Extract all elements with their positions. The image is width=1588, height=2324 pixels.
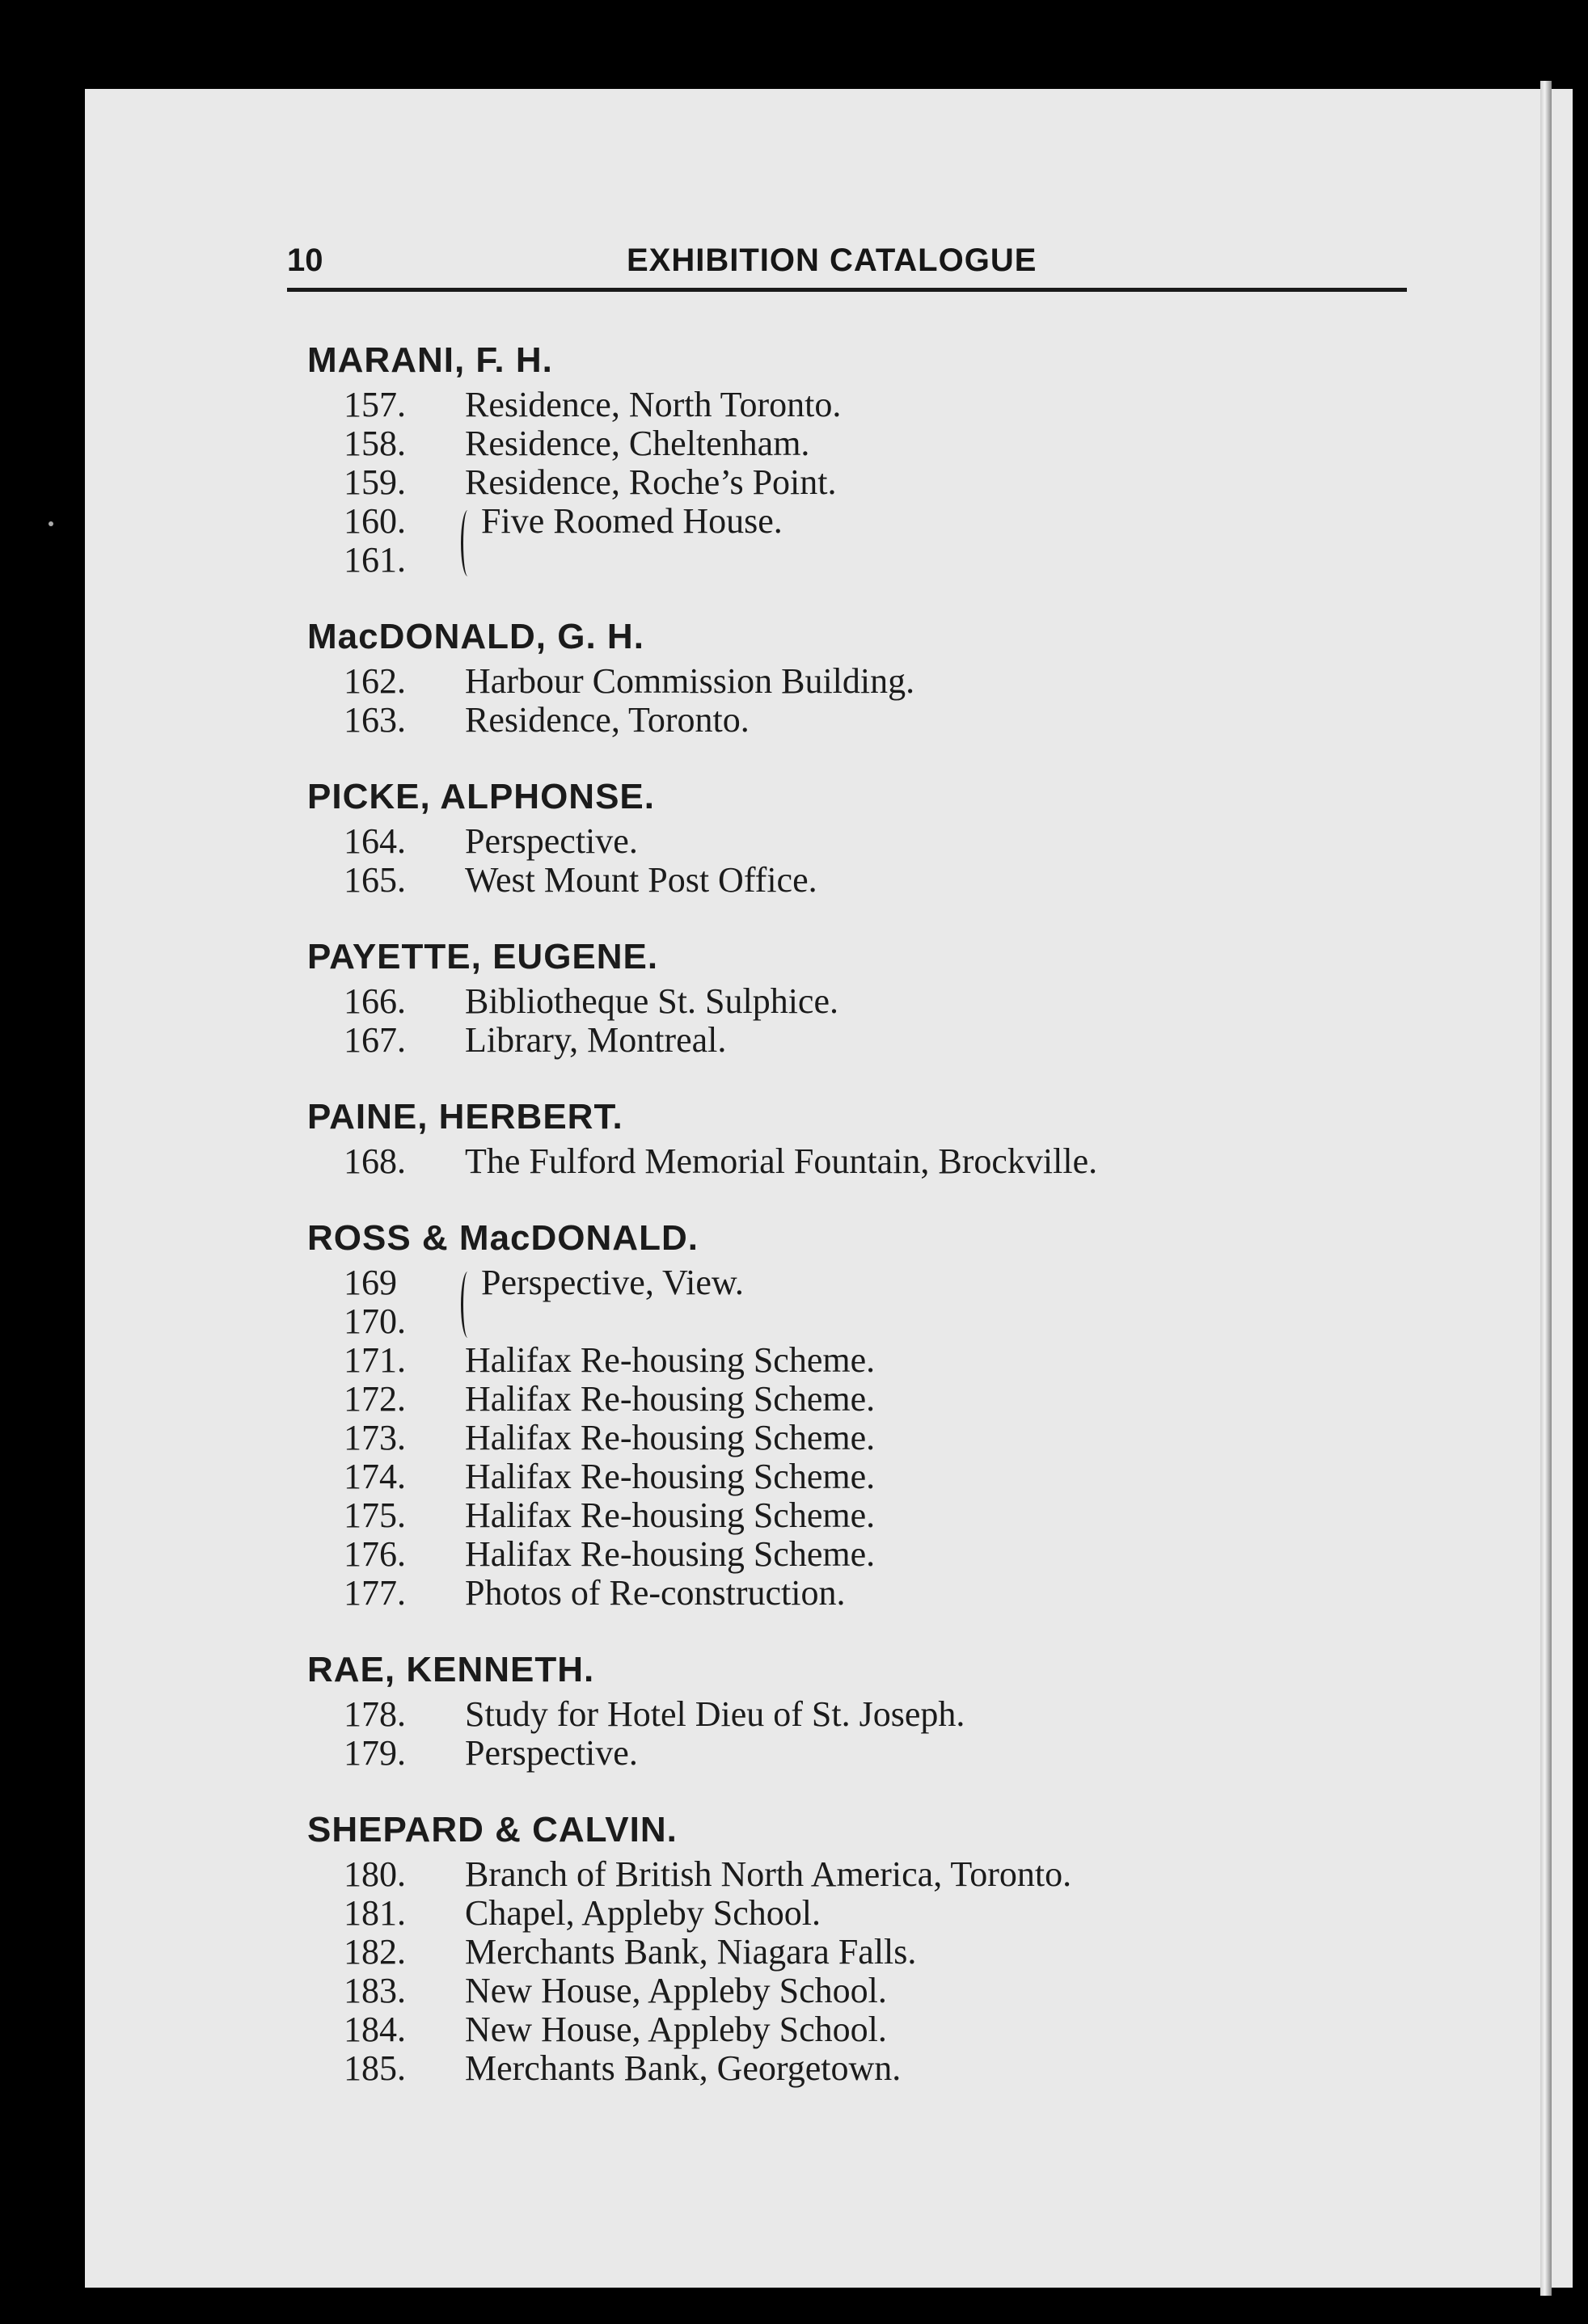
catalogue-entry bbox=[307, 982, 1358, 1021]
entry-number: 177. bbox=[344, 1573, 406, 1613]
entry-number: 160. bbox=[344, 501, 406, 541]
entry-number: 167. bbox=[344, 1020, 406, 1060]
entry-number: 174. bbox=[344, 1457, 406, 1496]
entry-number: 179. bbox=[344, 1733, 406, 1773]
architect-name: PAINE, HERBERT. bbox=[307, 1097, 623, 1137]
entry-title: Branch of British North America, Toronto. bbox=[465, 1854, 1072, 1894]
architect-name: MARANI, F. H. bbox=[307, 340, 553, 380]
catalogue-entry bbox=[307, 1496, 1358, 1535]
entry-number: 161. bbox=[344, 540, 406, 580]
entry-title: Library, Montreal. bbox=[465, 1020, 727, 1060]
scan-speck bbox=[49, 521, 53, 526]
running-head bbox=[287, 243, 1407, 288]
catalogue-entry bbox=[307, 1302, 1358, 1341]
catalogue-entry bbox=[307, 1263, 1358, 1302]
entry-title: Perspective, View. bbox=[481, 1263, 744, 1302]
catalogue-entry bbox=[307, 861, 1358, 900]
catalogue-entry bbox=[307, 1341, 1358, 1380]
architect-name: MacDONALD, G. H. bbox=[307, 617, 644, 656]
catalogue-entry bbox=[307, 2010, 1358, 2049]
entry-number: 183. bbox=[344, 1971, 406, 2010]
catalogue-entry bbox=[307, 1972, 1358, 2010]
page-number: 10 bbox=[287, 243, 323, 278]
entry-title: Harbour Commission Building. bbox=[465, 661, 915, 701]
catalogue-entry bbox=[307, 386, 1358, 424]
architect-section bbox=[307, 335, 1358, 580]
catalogue-entry bbox=[307, 1457, 1358, 1496]
entry-number: 171. bbox=[344, 1340, 406, 1380]
entry-title: Halifax Re-housing Scheme. bbox=[465, 1340, 876, 1380]
catalogue-entry bbox=[307, 1142, 1358, 1181]
catalogue-entry bbox=[307, 1734, 1358, 1773]
catalogue-entry bbox=[307, 1380, 1358, 1419]
entry-number: 169 bbox=[344, 1263, 397, 1302]
entry-number: 168. bbox=[344, 1141, 406, 1181]
entry-title: Halifax Re-housing Scheme. bbox=[465, 1495, 876, 1535]
entry-number: 176. bbox=[344, 1534, 406, 1574]
architect-section bbox=[307, 1092, 1358, 1181]
catalogue-listing bbox=[307, 335, 1358, 2120]
architect-name: ROSS & MacDONALD. bbox=[307, 1218, 699, 1258]
entry-number: 175. bbox=[344, 1495, 406, 1535]
entry-title: New House, Appleby School. bbox=[465, 2010, 887, 2049]
entry-number: 165. bbox=[344, 860, 406, 900]
entry-number: 180. bbox=[344, 1854, 406, 1894]
entry-title: West Mount Post Office. bbox=[465, 860, 817, 900]
architect-section bbox=[307, 1213, 1358, 1613]
entry-title: Merchants Bank, Georgetown. bbox=[465, 2048, 902, 2088]
catalogue-entry bbox=[307, 701, 1358, 740]
catalogue-entry bbox=[307, 541, 1358, 580]
entry-number: 185. bbox=[344, 2048, 406, 2088]
entry-title: Merchants Bank, Niagara Falls. bbox=[465, 1932, 917, 1972]
entry-number: 166. bbox=[344, 981, 406, 1021]
architect-name: PAYETTE, EUGENE. bbox=[307, 937, 659, 976]
entry-number: 162. bbox=[344, 661, 406, 701]
architect-section bbox=[307, 932, 1358, 1060]
architect-name: SHEPARD & CALVIN. bbox=[307, 1810, 678, 1849]
entry-title: Residence, North Toronto. bbox=[465, 385, 842, 424]
page-edge bbox=[1540, 81, 1552, 2296]
catalogue-entry bbox=[307, 822, 1358, 861]
entry-number: 164. bbox=[344, 821, 406, 861]
catalogue-entry bbox=[307, 662, 1358, 701]
header-rule bbox=[287, 288, 1407, 292]
entry-title: The Fulford Memorial Fountain, Brockville. bbox=[465, 1141, 1098, 1181]
catalogue-title: EXHIBITION CATALOGUE bbox=[627, 243, 1037, 278]
entry-number: 172. bbox=[344, 1379, 406, 1419]
entry-title: Residence, Toronto. bbox=[465, 700, 750, 740]
entry-number: 181. bbox=[344, 1893, 406, 1933]
architect-section bbox=[307, 1805, 1358, 2088]
entry-title: Halifax Re-housing Scheme. bbox=[465, 1418, 876, 1457]
entry-title: Photos of Re-construction. bbox=[465, 1573, 846, 1613]
entry-number: 163. bbox=[344, 700, 406, 740]
entry-title: Halifax Re-housing Scheme. bbox=[465, 1379, 876, 1419]
architect-name: PICKE, ALPHONSE. bbox=[307, 777, 655, 816]
entry-title: New House, Appleby School. bbox=[465, 1971, 887, 2010]
architect-name: RAE, KENNETH. bbox=[307, 1650, 595, 1689]
entry-title: Study for Hotel Dieu of St. Joseph. bbox=[465, 1694, 965, 1734]
entry-number: 182. bbox=[344, 1932, 406, 1972]
entry-title: Chapel, Appleby School. bbox=[465, 1893, 821, 1933]
entry-title: Residence, Roche’s Point. bbox=[465, 462, 837, 502]
catalogue-entry bbox=[307, 1419, 1358, 1457]
entry-title: Halifax Re-housing Scheme. bbox=[465, 1534, 876, 1574]
entry-number: 157. bbox=[344, 385, 406, 424]
architect-section bbox=[307, 612, 1358, 740]
catalogue-entry bbox=[307, 1574, 1358, 1613]
architect-section bbox=[307, 772, 1358, 900]
catalogue-entry bbox=[307, 1021, 1358, 1060]
catalogue-entry bbox=[307, 2049, 1358, 2088]
catalogue-entry bbox=[307, 1695, 1358, 1734]
entry-title: Perspective. bbox=[465, 1733, 638, 1773]
catalogue-entry bbox=[307, 502, 1358, 541]
entry-number: 158. bbox=[344, 424, 406, 463]
catalogue-entry bbox=[307, 1933, 1358, 1972]
entry-title: Five Roomed House. bbox=[481, 501, 783, 541]
entry-number: 170. bbox=[344, 1301, 406, 1341]
catalogue-entry bbox=[307, 424, 1358, 463]
entry-number: 184. bbox=[344, 2010, 406, 2049]
catalogue-entry bbox=[307, 1535, 1358, 1574]
catalogue-entry bbox=[307, 1894, 1358, 1933]
entry-number: 159. bbox=[344, 462, 406, 502]
entry-number: 178. bbox=[344, 1694, 406, 1734]
entry-title: Residence, Cheltenham. bbox=[465, 424, 810, 463]
entry-number: 173. bbox=[344, 1418, 406, 1457]
entry-title: Bibliotheque St. Sulphice. bbox=[465, 981, 838, 1021]
catalogue-entry bbox=[307, 1855, 1358, 1894]
entry-title: Halifax Re-housing Scheme. bbox=[465, 1457, 876, 1496]
architect-section bbox=[307, 1645, 1358, 1773]
entry-title: Perspective. bbox=[465, 821, 638, 861]
catalogue-entry bbox=[307, 463, 1358, 502]
